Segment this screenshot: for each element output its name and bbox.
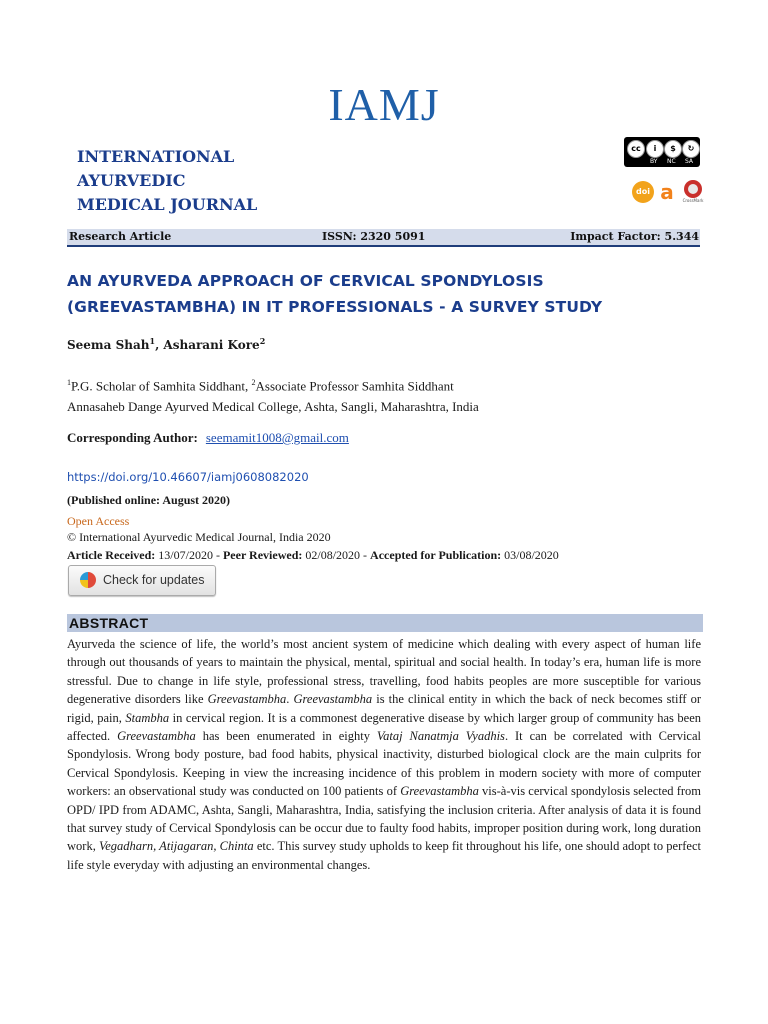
doi-icon[interactable]: doi [632,181,654,203]
affil-text: P.G. Scholar of Samhita Siddhant, [71,378,252,394]
journal-name-line: INTERNATIONAL [77,147,235,166]
open-access-icon[interactable]: a [660,180,674,204]
copyright: © International Ayurvedic Medical Journal, India 2020 [67,530,331,544]
corresponding-author [67,430,349,446]
cc-license-icon[interactable] [624,137,700,167]
affil-institution: Annasaheb Dange Ayurved Medical College, Ashta, Sangli, Maharashtra, India [67,399,479,415]
crossmark-update-icon [80,572,96,588]
abstract-text: has been enumerated in eighty [195,729,377,744]
abstract-heading: ABSTRACT [67,614,703,632]
abstract-text: . [286,692,294,707]
journal-logo: IAMJ [328,79,440,130]
nc-icon: $ [664,140,682,158]
article-type: Research Article [69,230,172,243]
author-name: Asharani Kore [163,338,260,352]
abstract-italic-term: Greevastambha [293,692,373,707]
cc-icon: cc [627,140,645,158]
reviewed-label: Peer Reviewed: [222,548,303,562]
journal-name-line: AYURVEDIC [77,171,186,190]
abstract-text: etc. This survey study upholds to keep fit throughout his life, one should adopt to perfect life style everyday with adjusting an environmental changes. [67,839,701,872]
cc-label: BY [650,158,658,165]
authors: Seema Shah$^1$, Asharani Kore$^2$ [67,336,266,352]
abstract-italic-term: Greevastambha [400,784,479,799]
abstract-italic-term: Vegadharn, Atijagaran, Chinta [98,839,254,854]
abstract-text: in cervical region. It is a commonest degenerative disease by which larger group of community has been affected. [67,710,701,744]
affil-sup: 2 [251,378,256,387]
check-updates-label: Check for updates [103,573,205,587]
abstract-body [67,635,701,874]
affil-text: Associate Professor Samhita Siddhant [255,378,454,394]
author-sup: 1 [149,336,156,346]
crossmark-icon[interactable] [682,180,704,206]
article-title: AN AYURVEDA APPROACH OF CERVICAL SPONDYLOSIS (GREEVASTAMBHA) IN IT PROFESSIONALS - A SURVEY STUDY [67,272,603,316]
affil-sup: 1 [67,378,71,387]
sa-icon: ↻ [682,140,700,158]
accepted-date: 03/08/2020 [501,548,559,562]
abstract-text: Ayurveda the science of life, the world’s most ancient system of medicine which dealing with every aspect of human life through out thousands of years to maintain the physical, mental, spiritual and social health. In today’s era, human life is more stressful. Due to change in life style, professional stress, travelling, food habits peoples are more susceptible for various degenerative disorders like [67,637,701,707]
article-dates [67,548,559,563]
open-access-label: Open Access [67,514,130,528]
affiliation [67,372,479,417]
received-label: Article Received: [67,548,156,562]
article-meta-bar [67,229,700,247]
journal-name [77,145,257,217]
issn: ISSN: 2320 5091 [322,230,426,243]
cc-label: NC [667,158,676,165]
accepted-label: Accepted for Publication: [370,548,502,562]
received-date: 13/07/2020 - [155,548,223,562]
abstract-text: vis-à-vis cervical spondylosis selected from OPD/ IPD from ADAMC, Ashta, Sangli, Maharashtra, India, satisfying the inclusion criteria. After analysis of data it is found that survey study of Cervical Spondylosis can be occur due to faulty food habits, improper position during work, long duration work, [67,784,701,854]
author-sup: 2 [259,336,266,346]
doi-link[interactable]: https://doi.org/10.46607/iamj0608082020 [67,470,309,484]
abstract-text: . It can be correlated with Cervical Spondylosis. Wrong body posture, bad food habits, physical inactivity, disturbed biological clock are the main culprits for Cervical Spondylosis. Keeping in view the increasing incidence of this problem in modern society with more of computer workers: an observational study was conducted on 100 patients of [67,729,701,799]
abstract-italic-term: Stambha [125,710,170,725]
crossmark-label: CrossMark [682,198,704,203]
abstract-text: is the clinical entity in which the back of neck becomes stiff or rigid, pain, [67,692,702,725]
published-date: (Published online: August 2020) [67,493,231,507]
abstract-italic-term: Greevastambha [117,729,196,744]
cc-label: SA [685,158,694,165]
by-icon: i [646,140,664,158]
reviewed-date: 02/08/2020 - [302,548,371,562]
author-name: Seema Shah [67,338,150,352]
corresponding-email-link[interactable]: seemamit1008@gmail.com [205,430,349,445]
impact-factor: Impact Factor: 5.344 [570,230,699,243]
abstract-italic-term: Greevastambha [207,692,287,707]
corresponding-label: Corresponding Author: [67,430,198,445]
abstract-italic-term: Vataj Nanatmja Vyadhis [376,729,505,744]
journal-name-line: MEDICAL JOURNAL [77,195,258,214]
check-for-updates-button[interactable] [68,565,216,596]
